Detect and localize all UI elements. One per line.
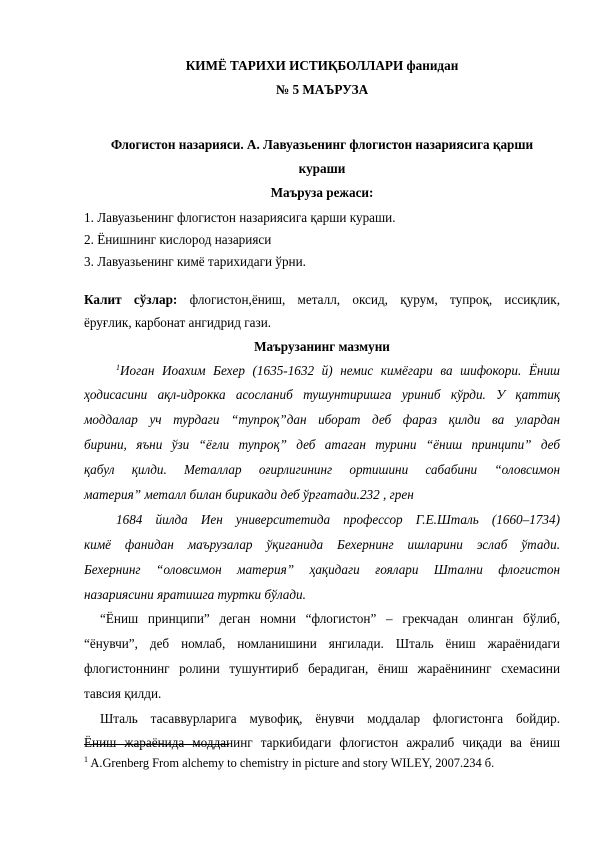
topic-title-line-1: Флогистон назарияси. А. Лавуазьенинг флогистон назариясига қарши xyxy=(110,137,534,152)
footnote xyxy=(84,756,494,771)
footnote-reference: 1 xyxy=(116,363,120,372)
plan-item: 1. Лавуазьенинг флогистон назариясига қарши кураши. xyxy=(84,210,396,225)
paragraph-3-line: флогистоннинг ролини тушунтириб берадиган, ёниш жараёнининг схемасини xyxy=(84,661,560,676)
course-title: КИМЁ ТАРИХИ ИСТИҚБОЛЛАРИ фанидан xyxy=(185,58,459,73)
paragraph-2-line: назариясини яратишга туртки бўлади. xyxy=(84,587,306,602)
paragraph-4-line: Шталь тасаввурларига мувофиқ, ёнувчи моддалар флогистонга бойдир. xyxy=(100,711,560,726)
paragraph-4-line: Ёниш жараёнида модданинг таркибидаги флогистон ажралиб чиқади ва ёниш xyxy=(84,735,560,750)
paragraph-3-line: “ёнувчи”, деб номлаб, номланишини янгилади. Шталь ёниш жараёнидаги xyxy=(84,636,560,651)
paragraph-2-line: кимё фанидан маърузалар ўқиганида Бехернинг ишларини эслаб ўтади. xyxy=(84,537,560,552)
paragraph-1-line: $^1$Иоган Иоахим Бехер (1635-1632 й) немис кимёгари ва шифокори. Ёниш xyxy=(116,363,560,378)
keywords-line-1 xyxy=(84,292,560,308)
keywords-line-2: ёруғлик, карбонат ангидрид гази. xyxy=(84,315,272,330)
paragraph-1-line: бирини, яъни ўзи “ёғли тупроқ” деб атаган турини “ёниш принципи” деб xyxy=(84,437,560,452)
keywords-label: Калит сўзлар: xyxy=(84,292,178,307)
paragraph-2-line: Бехернинг “оловсимон материя” ҳақидаги ғоялари Штални флогистон xyxy=(84,562,560,577)
paragraph-2-line: 1684 йилда Иен университетида профессор Г.Е.Шталь (1660–1734) xyxy=(116,512,560,527)
paragraph-3-line: тавсия қилди. xyxy=(84,686,162,701)
content-heading: Маърузанинг мазмуни xyxy=(254,339,390,354)
footnote-text: A.Grenberg From alchemy to chemistry in picture and story WILEY, 2007.234 б. xyxy=(88,756,495,770)
paragraph-1-line: қабул қилди. Металлар оғирлигининг ортишини сабабини “оловсимон xyxy=(84,462,560,477)
topic-title-line-2: кураши xyxy=(298,161,346,176)
paragraph-3-line: “Ёниш принципи” деган номни “флогистон” – грекчадан олинган бўлиб, xyxy=(100,611,560,626)
plan-item: 3. Лавуазьенинг кимё тарихидаги ўрни. xyxy=(84,254,306,269)
keywords-text: флогистон,ёниш, металл, оксид, қурум, тупроқ, иссиқлик, xyxy=(189,292,560,307)
plan-item: 2. Ёнишнинг кислород назарияси xyxy=(84,232,272,247)
footnote-mark: 1 xyxy=(84,755,88,764)
paragraph-1-line: ҳодисасини ақл-идрокка асосланиб тушунтиришга уриниб кўрди. У қаттиқ xyxy=(84,387,560,402)
footnote-separator xyxy=(84,744,229,745)
lecture-number: № 5 МАЪРУЗА xyxy=(275,82,369,97)
paragraph-1-line: материя” металл билан бирикади деб ўргатади.232 , грен xyxy=(84,487,414,502)
paragraph-1-line: моддалар уч турдаги “тупроқ”дан иборат деб фараз қилди ва улардан xyxy=(84,412,560,427)
plan-heading: Маъруза режаси: xyxy=(270,185,374,200)
